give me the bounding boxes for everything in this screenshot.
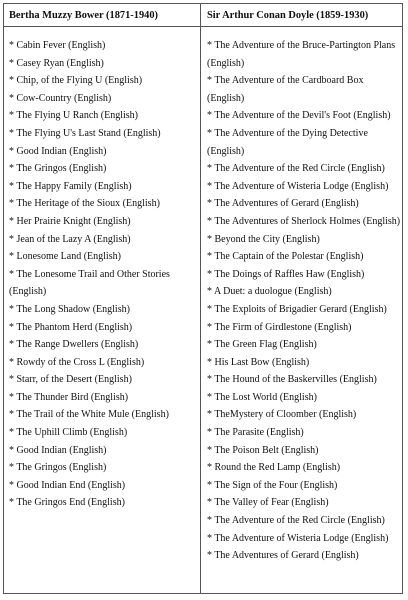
book-item: * The Exploits of Brigadier Gerard (English) xyxy=(207,303,387,315)
book-list-table xyxy=(3,3,403,594)
book-item: * Good Indian (English) xyxy=(9,145,107,157)
book-item: * His Last Bow (English) xyxy=(207,356,310,368)
book-item: * The Adventure of the Bruce-Partington Plans (English) xyxy=(207,40,396,69)
book-item: * Good Indian End (English) xyxy=(9,479,126,491)
book-item: * Lonesome Land (English) xyxy=(9,251,121,263)
book-item: * Good Indian (English) xyxy=(9,444,107,456)
book-item: * The Captain of the Polestar (English) xyxy=(207,251,364,263)
column-header-doyle: Sir Arthur Conan Doyle (1859-1930) xyxy=(207,10,369,21)
book-item: * Casey Ryan (English) xyxy=(9,57,104,69)
book-item: * The Heritage of the Sioux (English) xyxy=(9,198,160,210)
header-divider xyxy=(4,26,402,27)
column-doyle xyxy=(201,4,402,593)
book-item: * The Adventure of Wisteria Lodge (English) xyxy=(207,180,389,192)
book-item: * The Gringos (English) xyxy=(9,163,107,175)
book-list-bower xyxy=(9,37,200,512)
book-item: * The Adventure of Wisteria Lodge (English) xyxy=(207,532,389,544)
book-item: * The Happy Family (English) xyxy=(9,180,132,192)
book-item: * The Hound of the Baskervilles (English) xyxy=(207,374,377,386)
column-bower xyxy=(4,4,201,593)
book-item: * The Poison Belt (English) xyxy=(207,444,319,456)
book-item: * Cabin Fever (English) xyxy=(9,40,106,51)
book-item: * Starr, of the Desert (English) xyxy=(9,374,132,386)
book-item: * The Range Dwellers (English) xyxy=(9,339,139,351)
book-item: * The Gringos (English) xyxy=(9,462,107,474)
book-item: * Cow-Country (English) xyxy=(9,92,112,104)
book-item: * Chip, of the Flying U (English) xyxy=(9,75,143,87)
book-item: * Rowdy of the Cross L (English) xyxy=(9,356,145,368)
book-item: * The Flying U Ranch (English) xyxy=(9,110,138,122)
book-item: * The Adventures of Gerard (English) xyxy=(207,550,359,562)
book-item: * The Doings of Raffles Haw (English) xyxy=(207,268,365,280)
book-item: * The Valley of Fear (English) xyxy=(207,497,329,509)
book-item: * The Gringos End (English) xyxy=(9,497,125,509)
book-item: * The Adventure of the Red Circle (English) xyxy=(207,163,385,175)
book-item: * TheMystery of Cloomber (English) xyxy=(207,409,357,421)
book-item: * The Adventure of the Red Circle (English) xyxy=(207,515,385,527)
book-item: * Jean of the Lazy A (English) xyxy=(9,233,131,245)
book-item: * Beyond the City (English) xyxy=(207,233,320,245)
book-item: * The Trail of the White Mule (English) xyxy=(9,409,169,421)
book-item: * The Flying U's Last Stand (English) xyxy=(9,127,161,139)
book-item: * The Adventures of Gerard (English) xyxy=(207,198,359,210)
book-item: * The Parasite (English) xyxy=(207,427,304,439)
book-item: * The Sign of the Four (English) xyxy=(207,479,338,491)
book-item: * A Duet: a duologue (English) xyxy=(207,286,332,298)
book-item: * The Thunder Bird (English) xyxy=(9,391,129,403)
book-item: * The Long Shadow (English) xyxy=(9,303,130,315)
book-item: * The Phantom Herd (English) xyxy=(9,321,133,333)
book-item: * The Uphill Climb (English) xyxy=(9,427,128,439)
book-item: * The Adventures of Sherlock Holmes (English) xyxy=(207,215,401,227)
book-list-doyle xyxy=(207,37,402,565)
book-item: * The Green Flag (English) xyxy=(207,339,317,351)
book-item: * Round the Red Lamp (English) xyxy=(207,462,341,474)
book-item: * The Lost World (English) xyxy=(207,391,317,403)
book-item: * Her Prairie Knight (English) xyxy=(9,215,131,227)
book-item: * The Lonesome Trail and Other Stories (English) xyxy=(9,268,170,298)
book-item: * The Adventure of the Devil's Foot (English) xyxy=(207,110,391,122)
book-item: * The Adventure of the Cardboard Box (English) xyxy=(207,75,364,104)
book-item: * The Firm of Girdlestone (English) xyxy=(207,321,352,333)
book-item: * The Adventure of the Dying Detective (English) xyxy=(207,127,368,157)
column-header-bower: Bertha Muzzy Bower (1871-1940) xyxy=(9,10,158,21)
